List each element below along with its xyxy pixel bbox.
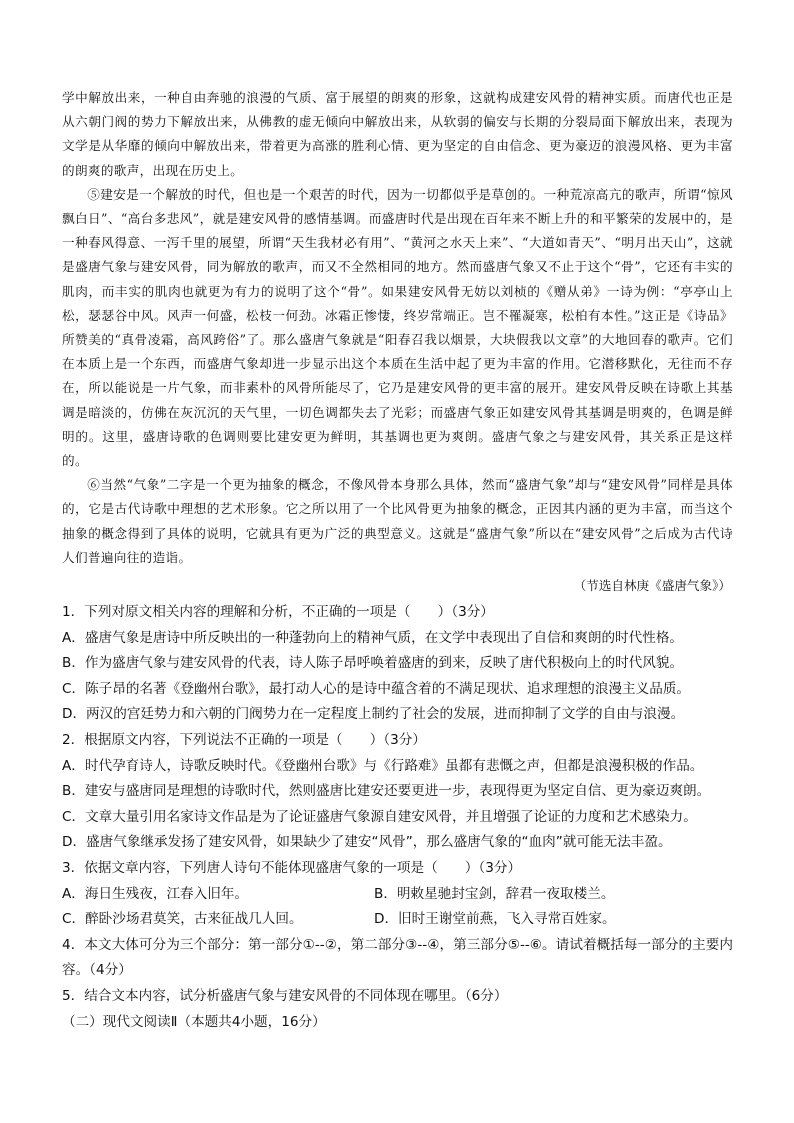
question-1 — [62, 600, 733, 728]
reading-passage — [62, 86, 733, 570]
question-1-stem: 1．下列对原文相关内容的理解和分析，不正确的一项是（ ）（3分） — [62, 604, 494, 621]
question-3-options-row-2 — [62, 907, 733, 933]
question-2-option-b: B．建安与盛唐同是理想的诗歌时代，然则盛唐比建安还要更进一步，表现得更为坚定自信、更为豪迈爽朗。 — [62, 783, 711, 800]
question-3-option-d: D．旧时王谢堂前燕，飞入寻常百姓家。 — [374, 911, 616, 928]
passage-paragraph-5: ⑤建安是一个解放的时代，但也是一个艰苦的时代，因为一切都似乎是草创的。一种荒凉高亢的歌声，所谓“惊风飘白日”、“高台多悲风”，就是建安风骨的感情基调。而盛唐时代是出现在百年来不断上升的和平繁荣的发展中的，是一种春风得意、一泻千里的展望，所谓“天生我材必有用”、“黄河之水天上来”、“大道如青天”、“明月出天山”，这就是盛唐气象与建安风骨，同为解放的歌声，而又不全然相同的地方。然而盛唐气象又不止于这个“骨”，它还有丰实的肌肉，而丰实的肌肉也就更为有力的说明了这个“骨”。如果建安风骨无妨以刘桢的《赠从弟》一诗为例：“亭亭山上松，瑟瑟谷中风。风声一何盛，松枝一何劲。冰霜正惨悽，终岁常端正。岂不罹凝寒，松柏有本性。”这正是《诗品》所赞美的“真骨凌霜，高风跨俗”了。那么盛唐气象就是“阳春召我以烟景，大块假我以文章”的大地回春的歌声。它们在本质上是一个东西，而盛唐气象却进一步显示出这个本质在生活中起了更为丰富的作用。它潜移默化，无往而不存在，所以能说是一片气象，而非素朴的风骨所能尽了，它乃是建安风骨的更丰富的展开。建安风骨反映在诗歌上其基调是暗淡的，仿佛在灰沉沉的天气里，一切色调都失去了光彩；而盛唐气象正如建安风骨其基调是明爽的，色调是鲜明的。这里，盛唐诗歌的色调则要比建安更为鲜明，其基调也更为爽朗。盛唐气象之与建安风骨，其关系正是这样的。 — [62, 186, 733, 469]
question-3-option-b: B．明敕星驰封宝剑，辞君一夜取楼兰。 — [374, 885, 615, 902]
section-heading: （二）现代文阅读Ⅱ（本题共4小题，16分） — [62, 1013, 326, 1030]
question-2-option-d: D．盛唐气象继承发扬了建安风骨，如果缺少了建安“风骨”，那么盛唐气象的“血肉”就可能无法丰盈。 — [62, 834, 672, 851]
question-5: 5．结合文本内容，试分析盛唐气象与建安风骨的不同体现在哪里。（6分） — [62, 987, 508, 1004]
passage-source: （节选自林庚《盛唐气象》） — [573, 578, 731, 594]
question-2-option-a: A．时代孕育诗人，诗歌反映时代。《登幽州台歌》与《行路难》虽都有悲慨之声，但都是浪漫积极的作品。 — [62, 757, 704, 774]
question-3-option-a: A．海日生残夜，江春入旧年。 — [62, 885, 249, 902]
question-1-option-c: C．陈子昂的名著《登幽州台歌》，最打动人心的是诗中蕴含着的不满足现状、追求理想的浪漫主义品质。 — [62, 680, 691, 697]
question-3-stem: 3．依据文章内容，下列唐人诗句不能体现盛唐气象的一项是（ ）（3分） — [62, 860, 522, 876]
passage-paragraph-continued: 学中解放出来，一种自由奔驰的浪漫的气质、富于展望的朗爽的形象，这就构成建安风骨的精神实质。而唐代也正是从六朝门阀的势力下解放出来，从佛教的虚无倾向中解放出来，从软弱的偏安与长期的分裂局面下解放出来，表现为文学是从华靡的倾向中解放出来，带着更为高涨的胜利心情、更为坚定的自由信念、更为豪迈的浪漫风格、更为丰富的朗爽的歌声，出现在历史上。 — [62, 90, 733, 178]
document-page — [62, 86, 733, 1035]
passage-paragraph-6: ⑥当然“气象”二字是一个更为抽象的概念，不像风骨本身那么具体，然而“盛唐气象”却与“建安风骨”同样是具体的，它是古代诗歌中理想的艺术形象。它之所以用了一个比风骨更为抽象的概念，正因其内涵的更为丰富，而当这个抽象的概念得到了具体的说明，它就具有更为广泛的典型意义。这就是“盛唐气象”所以在“建安风骨”之后成为古代诗人们普遍向往的造诣。 — [62, 477, 733, 565]
question-1-option-d: D．两汉的宫廷势力和六朝的门阀势力在一定程度上制约了社会的发展，进而抑制了文学的自由与浪漫。 — [62, 706, 685, 723]
question-3-option-c: C．醉卧沙场君莫笑，古来征战几人回。 — [62, 911, 303, 928]
question-1-option-b: B．作为盛唐气象与建安风骨的代表，诗人陈子昂呼唤着盛唐的到来，反映了唐代积极向上的时代风貌。 — [62, 655, 684, 672]
question-1-option-a: A．盛唐气象是唐诗中所反映出的一种蓬勃向上的精神气质，在文学中表现出了自信和爽朗的时代性格。 — [62, 629, 684, 646]
question-2 — [62, 728, 733, 856]
question-list — [62, 600, 733, 1035]
question-2-option-c: C．文章大量引用名家诗文作品是为了论证盛唐气象源自建安风骨，并且增强了论证的力度和艺术感染力。 — [62, 808, 697, 825]
question-2-stem: 2．根据原文内容，下列说法不正确的一项是（ ）（3分） — [62, 732, 426, 749]
question-3 — [62, 856, 733, 933]
question-4: 4．本文大体可分为三个部分：第一部分①--②，第二部分③--④，第三部分⑤--⑥。请试着概括每一部分的主要内容。（4分） — [62, 936, 733, 979]
question-3-options-row-1 — [62, 882, 733, 908]
